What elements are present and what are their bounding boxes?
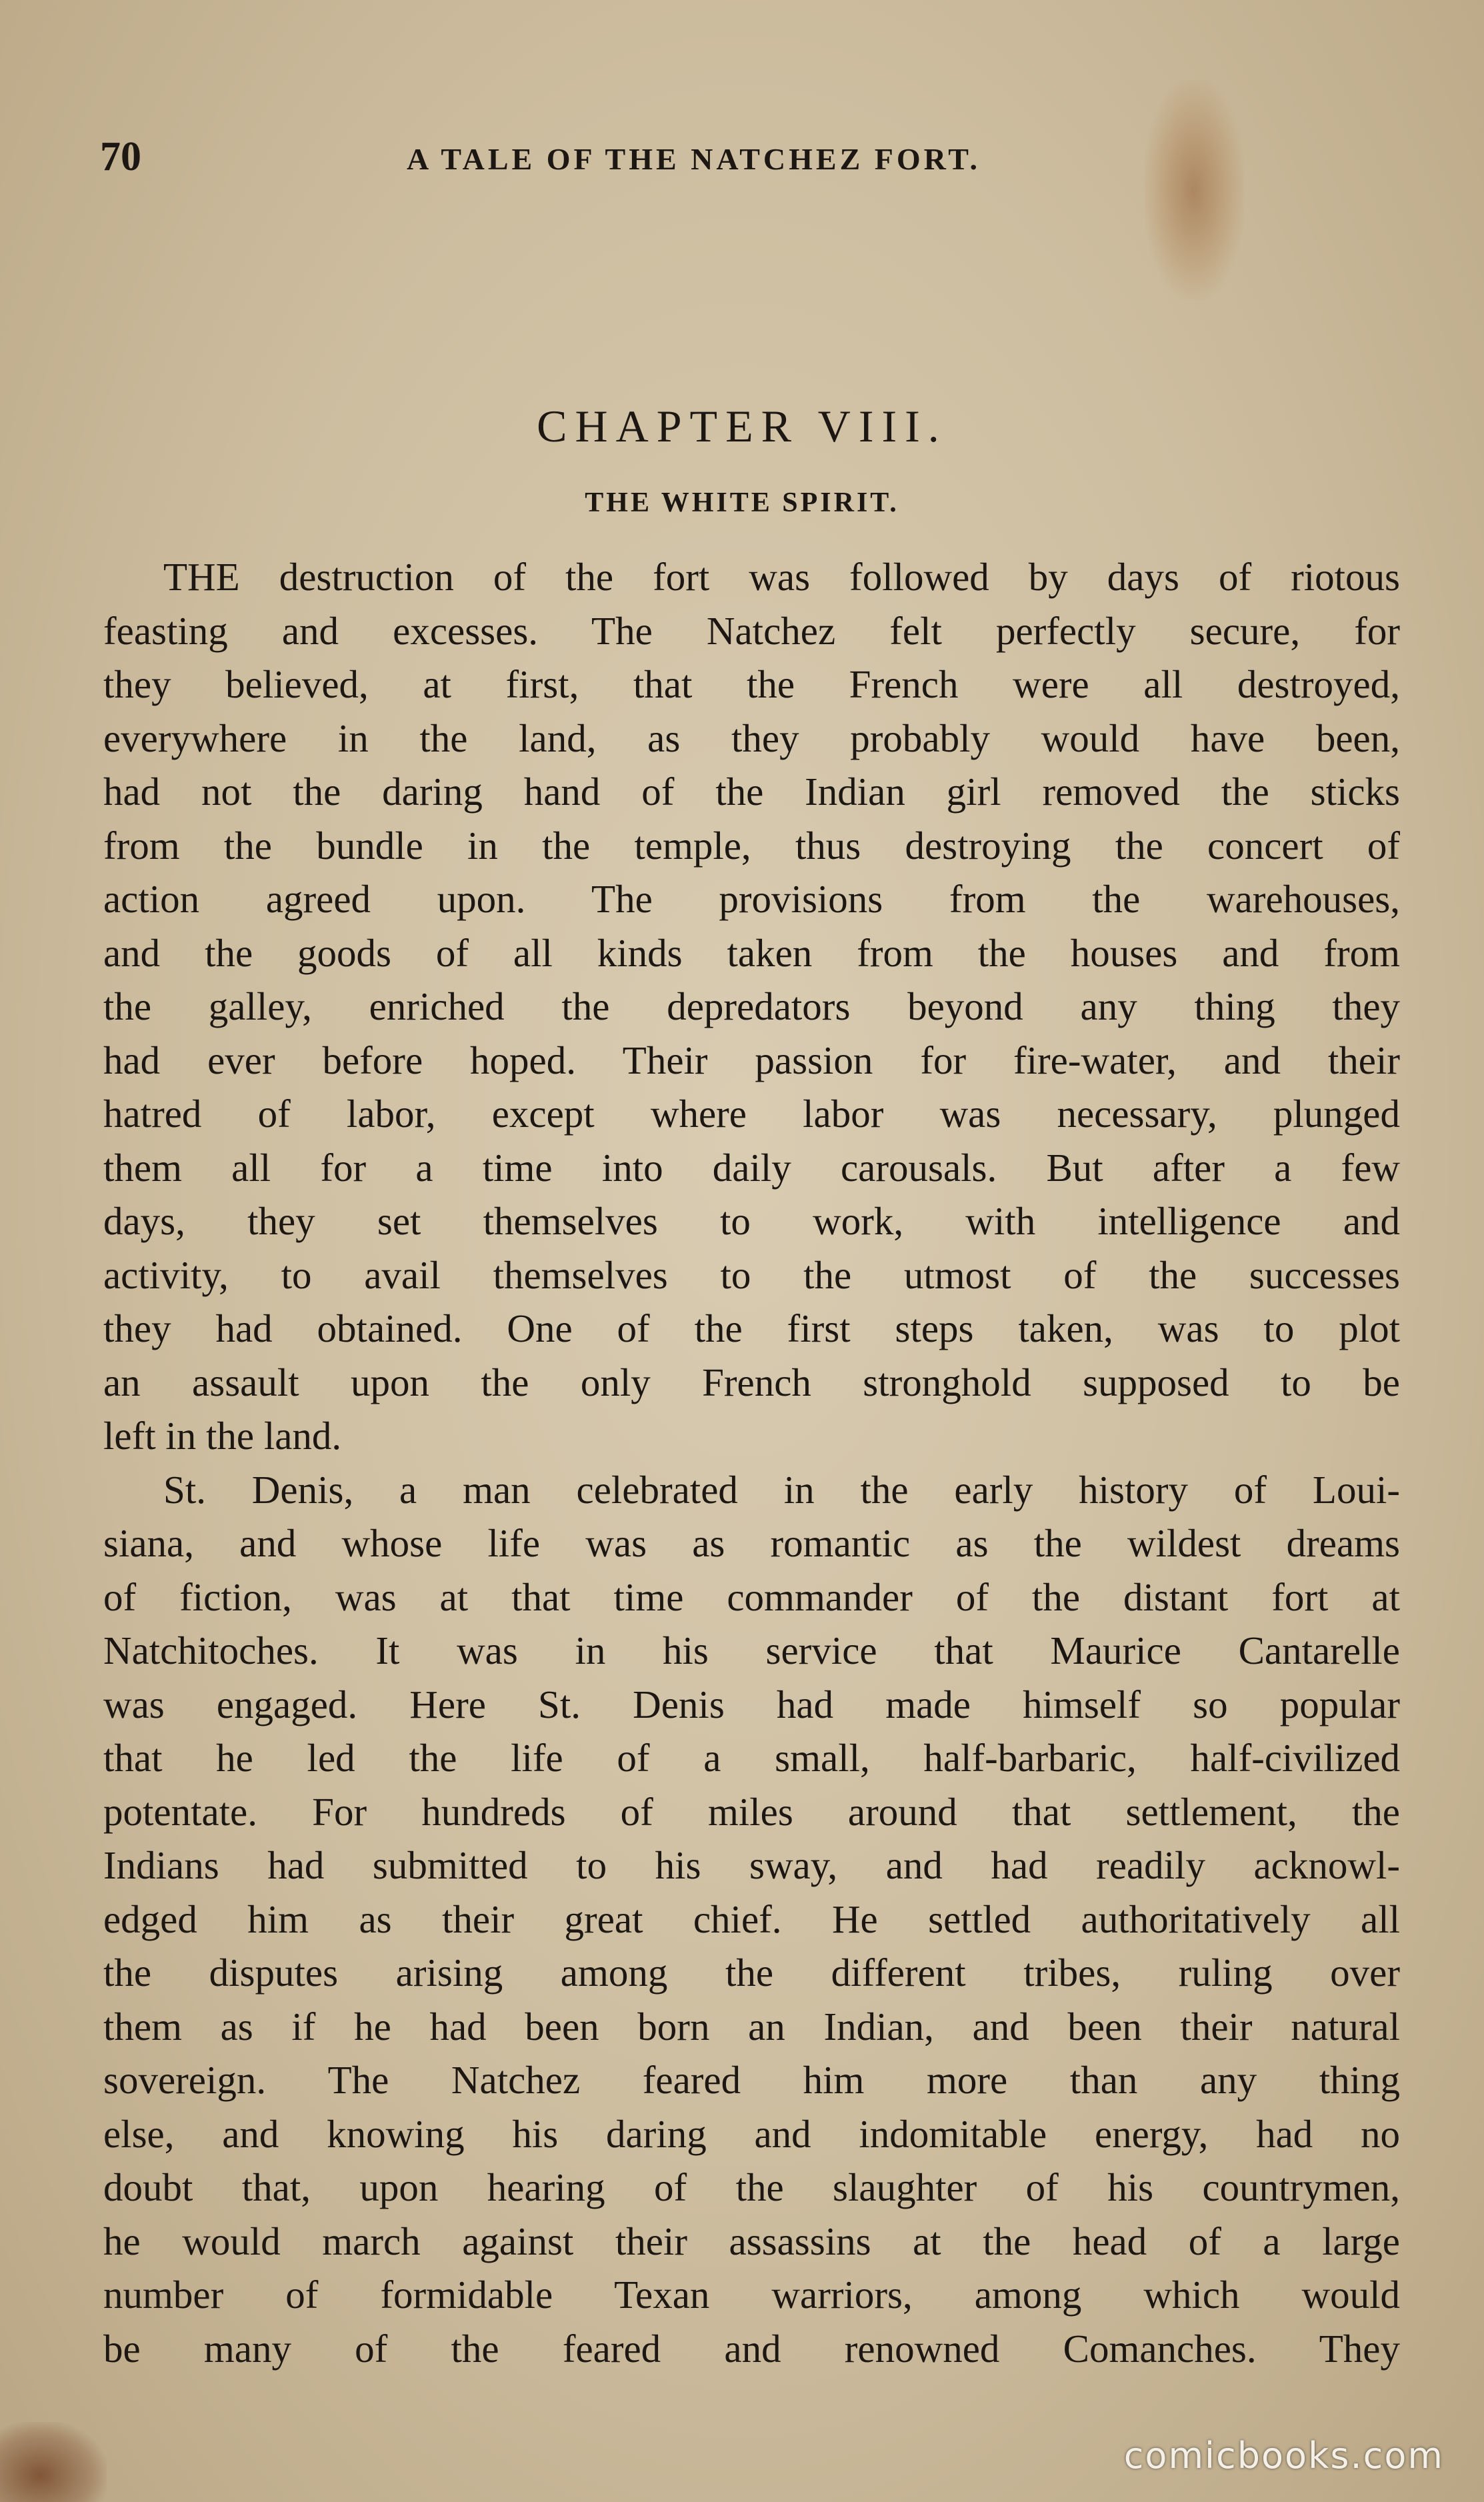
text-line: else, and knowing his daring and indomitable energy, had no	[103, 2111, 1400, 2156]
text-line: number of formidable Texan warriors, among which would	[103, 2273, 1400, 2317]
text-line: them as if he had been born an Indian, and been their natural	[103, 2004, 1400, 2049]
chapter-number: CHAPTER VIII.	[537, 401, 947, 451]
page-number: 70	[100, 134, 141, 179]
text-line: siana, and whose life was as romantic as the wildest dreams	[103, 1521, 1400, 1565]
text-line: potentate. For hundreds of miles around that settlement, the	[103, 1789, 1400, 1834]
text-line: had not the daring hand of the Indian girl removed the sticks	[103, 770, 1400, 814]
text-line: that he led the life of a small, half-barbaric, half-civilized	[103, 1736, 1400, 1780]
text-line: THE destruction of the fort was followed by days of riotous	[163, 555, 1400, 599]
text-line: left in the land.	[103, 1414, 342, 1458]
text-line: from the bundle in the temple, thus destroying the concert of	[103, 823, 1400, 868]
text-line: he would march against their assassins at the head of a large	[103, 2219, 1400, 2263]
text-line: doubt that, upon hearing of the slaughter of his countrymen,	[103, 2165, 1400, 2209]
page-corner-stain	[0, 2422, 107, 2502]
text-line: Indians had submitted to his sway, and had readily acknowl-	[103, 1843, 1400, 1887]
text-line: everywhere in the land, as they probably would have been,	[103, 716, 1400, 760]
text-line: they had obtained. One of the first steps taken, was to plot	[103, 1306, 1400, 1350]
text-line: they believed, at first, that the French were all destroyed,	[103, 662, 1400, 706]
text-line: activity, to avail themselves to the utmost of the successes	[103, 1252, 1400, 1297]
watermark: comicbooks.com	[1123, 2435, 1444, 2477]
text-line: of fiction, was at that time commander of the distant fort at	[103, 1574, 1400, 1619]
text-line: the galley, enriched the depredators beyond any thing they	[103, 984, 1400, 1028]
text-line: had ever before hoped. Their passion for fire-water, and their	[103, 1038, 1400, 1082]
text-line: them all for a time into daily carousals. But after a few	[103, 1145, 1400, 1190]
text-line: feasting and excesses. The Natchez felt perfectly secure, for	[103, 608, 1400, 653]
body-text	[103, 550, 1400, 2375]
text-line: days, they set themselves to work, with intelligence and	[103, 1199, 1400, 1243]
text-line: action agreed upon. The provisions from the warehouses,	[103, 877, 1400, 921]
chapter-title: THE WHITE SPIRIT.	[585, 487, 899, 518]
running-header	[100, 133, 1407, 187]
text-line: be many of the feared and renowned Comanches. They	[103, 2326, 1400, 2371]
page-stain	[1144, 80, 1244, 300]
text-line: an assault upon the only French stronghold supposed to be	[103, 1360, 1400, 1404]
text-line: St. Denis, a man celebrated in the early history of Loui-	[163, 1467, 1400, 1512]
text-line: edged him as their great chief. He settled authoritatively all	[103, 1897, 1400, 1941]
text-line: Natchitoches. It was in his service that Maurice Cantarelle	[103, 1628, 1400, 1672]
text-line: and the goods of all kinds taken from the houses and from	[103, 930, 1400, 975]
text-line: the disputes arising among the different tribes, ruling over	[103, 1951, 1400, 1995]
text-line: was engaged. Here St. Denis had made himself so popular	[103, 1682, 1400, 1726]
text-line: hatred of labor, except where labor was necessary, plunged	[103, 1092, 1400, 1136]
text-line: sovereign. The Natchez feared him more than any thing	[103, 2058, 1400, 2102]
running-title: A TALE OF THE NATCHEZ FORT.	[407, 142, 981, 176]
